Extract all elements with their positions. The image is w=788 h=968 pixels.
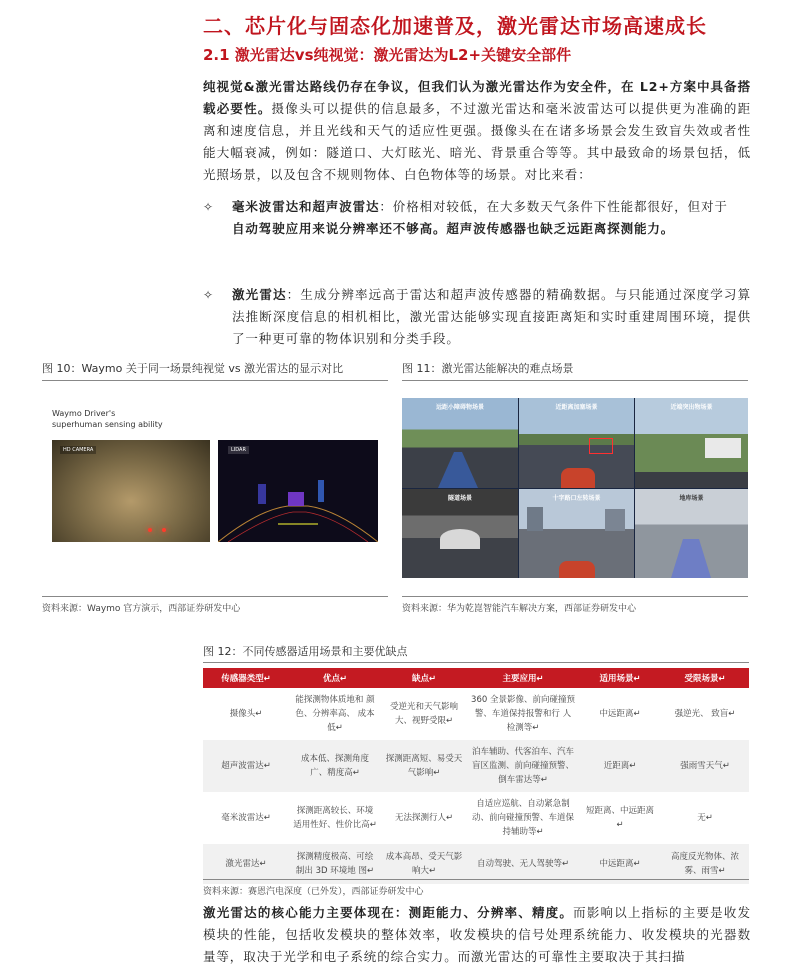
fig11-source: 资料来源：华为乾崑智能汽车解决方案，西部证券研发中心 — [402, 604, 637, 614]
subsection-heading: 2.1 激光雷达vs纯视觉：激光雷达为L2+关键安全部件 — [203, 46, 572, 64]
sensor-table — [203, 668, 749, 884]
table-row — [203, 844, 749, 884]
scene-tile: 近距离加塞场景 — [519, 398, 634, 488]
table-cell: 中远距离↵ — [579, 844, 661, 884]
table-cell: 受逆光和天气影响大、视野受限↵ — [381, 688, 467, 740]
table-cell: 强逆光、 致盲↵ — [661, 688, 749, 740]
table-header-row — [203, 668, 749, 688]
table-cell: 自动驾驶、无人驾驶等↵ — [467, 844, 579, 884]
intro-bold: 纯视觉&激光雷达路线仍存在争议，但我们认为激光雷达作为安全件，在 L2+方案中具备搭载必要性。 — [203, 79, 751, 116]
table-cell: 探测距离短、易受天气影响↵ — [381, 740, 467, 792]
table-cell: 短距离、中远距离↵ — [579, 792, 661, 844]
table-cell: 自适应巡航、自动紧急制动、前向碰撞预警、车道保持辅助等↵ — [467, 792, 579, 844]
table-cell: 摄像头↵ — [203, 688, 289, 740]
lidar-points — [218, 440, 378, 542]
camera-view: HD CAMERA — [52, 440, 210, 542]
table-cell: 无法探测行人↵ — [381, 792, 467, 844]
table-header-cell: 缺点↵ — [381, 668, 467, 688]
fig12-source: 资料来源：赛恩汽电深度（已外发），西部证券研发中心 — [203, 887, 424, 897]
bullet-text: ：价格相对较低，在大多数天气条件下性能都很好，但对于 — [379, 199, 728, 214]
table-cell: 毫米波雷达↵ — [203, 792, 289, 844]
table-cell: 激光雷达↵ — [203, 844, 289, 884]
table-row — [203, 792, 749, 844]
table-cell: 泊车辅助、代客泊车、汽车盲区监测、前向碰撞预警、倒车雷达等↵ — [467, 740, 579, 792]
intro-paragraph — [203, 76, 751, 186]
fig11-image — [402, 398, 748, 578]
scene-tile: 隧道场景 — [402, 489, 518, 578]
fig10-title: 图 10：Waymo 关于同一场景纯视觉 vs 激光雷达的显示对比 — [42, 362, 344, 375]
bullet-lidar — [232, 284, 751, 350]
table-header-cell: 优点↵ — [289, 668, 381, 688]
scene-tile: 十字路口左转场景 — [519, 489, 634, 578]
table-cell: 超声波雷达↵ — [203, 740, 289, 792]
table-cell: 近距离↵ — [579, 740, 661, 792]
divider — [203, 662, 749, 663]
bullet-label: 激光雷达 — [232, 287, 287, 302]
fig11-title: 图 11：激光雷达能解决的难点场景 — [402, 362, 574, 375]
table-cell: 高度反光物体、浓雾、雨雪↵ — [661, 844, 749, 884]
bullet-text-2: 自动驾驶应用来说分辨率还不够高。超声波传感器也缺乏远距离探测能力。 — [232, 221, 675, 236]
table-cell: 探测精度极高、可绘制出 3D 环境地 图↵ — [289, 844, 381, 884]
intro-text: 摄像头可以提供的信息最多，不过激光雷达和毫米波雷达可以提供更为准确的距离和速度信息，并且光线和天气的适应性更强。摄像头在在诸多场景会发生致盲失效或者性能大幅衰减，例如：隧道口、大灯眩光、暗光、背景重合等等。其中最致命的场景包括，低光照场景，以及包含不规则物体、白色物体等的场景。对比来看： — [203, 101, 751, 182]
fig10-caption: Waymo Driver's superhuman sensing ability — [52, 409, 163, 429]
fig10-source: 资料来源：Waymo 官方演示，西部证券研发中心 — [42, 604, 241, 614]
fig12-title: 图 12：不同传感器适用场景和主要优缺点 — [203, 645, 408, 658]
scene-tile: 近端突出物场景 — [635, 398, 748, 488]
table-cell: 360 全景影像、前向碰撞预警、车道保持报警和行 人检测等↵ — [467, 688, 579, 740]
table-cell: 能探测物体质地和 颜色、分辨率高、 成本低↵ — [289, 688, 381, 740]
table-row — [203, 688, 749, 740]
scene-tile: 远距小障碍物场景 — [402, 398, 518, 488]
fig10-image — [42, 398, 388, 578]
table-header-cell: 传感器类型↵ — [203, 668, 289, 688]
table-header-cell: 受限场景↵ — [661, 668, 749, 688]
closing-paragraph — [203, 902, 751, 968]
divider — [203, 879, 749, 880]
table-cell: 成本高昂、受天气影响大↵ — [381, 844, 467, 884]
table-header-cell: 适用场景↵ — [579, 668, 661, 688]
table-cell: 强雨雪天气↵ — [661, 740, 749, 792]
table-cell: 探测距离较长、环境适用性好、性价比高↵ — [289, 792, 381, 844]
divider — [42, 380, 388, 381]
divider — [402, 596, 748, 597]
section-heading: 二、芯片化与固态化加速普及，激光雷达市场高速成长 — [203, 14, 707, 38]
table-header-cell: 主要应用↵ — [467, 668, 579, 688]
bullet-icon: ✧ — [203, 200, 214, 214]
table-cell: 无↵ — [661, 792, 749, 844]
bullet-label: 毫米波雷达和超声波雷达 — [232, 199, 380, 214]
closing-bold: 激光雷达的核心能力主要体现在：测距能力、分辨率、精度。 — [203, 905, 574, 920]
scene-tile: 地库场景 — [635, 489, 748, 578]
bullet-radar — [232, 196, 751, 240]
divider — [402, 380, 748, 381]
bullet-text: ：生成分辨率远高于雷达和超声波传感器的精确数据。与只能通过深度学习算法推断深度信息的相机相比，激光雷达能够实现直接距离矩和实时重建周围环境，提供了一种更可靠的物体识别和分类手段。 — [232, 287, 751, 346]
table-row — [203, 740, 749, 792]
bullet-icon: ✧ — [203, 288, 214, 302]
closing-text: 而影响以上指标的主要是收发模块的性能，包括收发模块的整体效率，收发模块的信号处理系统能力、收发模块的光器数量等，取决于光学和电子系统的综合实力。而激光雷达的可靠性主要取决于其扫描 — [203, 905, 751, 964]
lidar-view: LIDAR — [218, 440, 378, 542]
table-cell: 中远距离↵ — [579, 688, 661, 740]
divider — [42, 596, 388, 597]
table-cell: 成本低、探测角度广、精度高↵ — [289, 740, 381, 792]
